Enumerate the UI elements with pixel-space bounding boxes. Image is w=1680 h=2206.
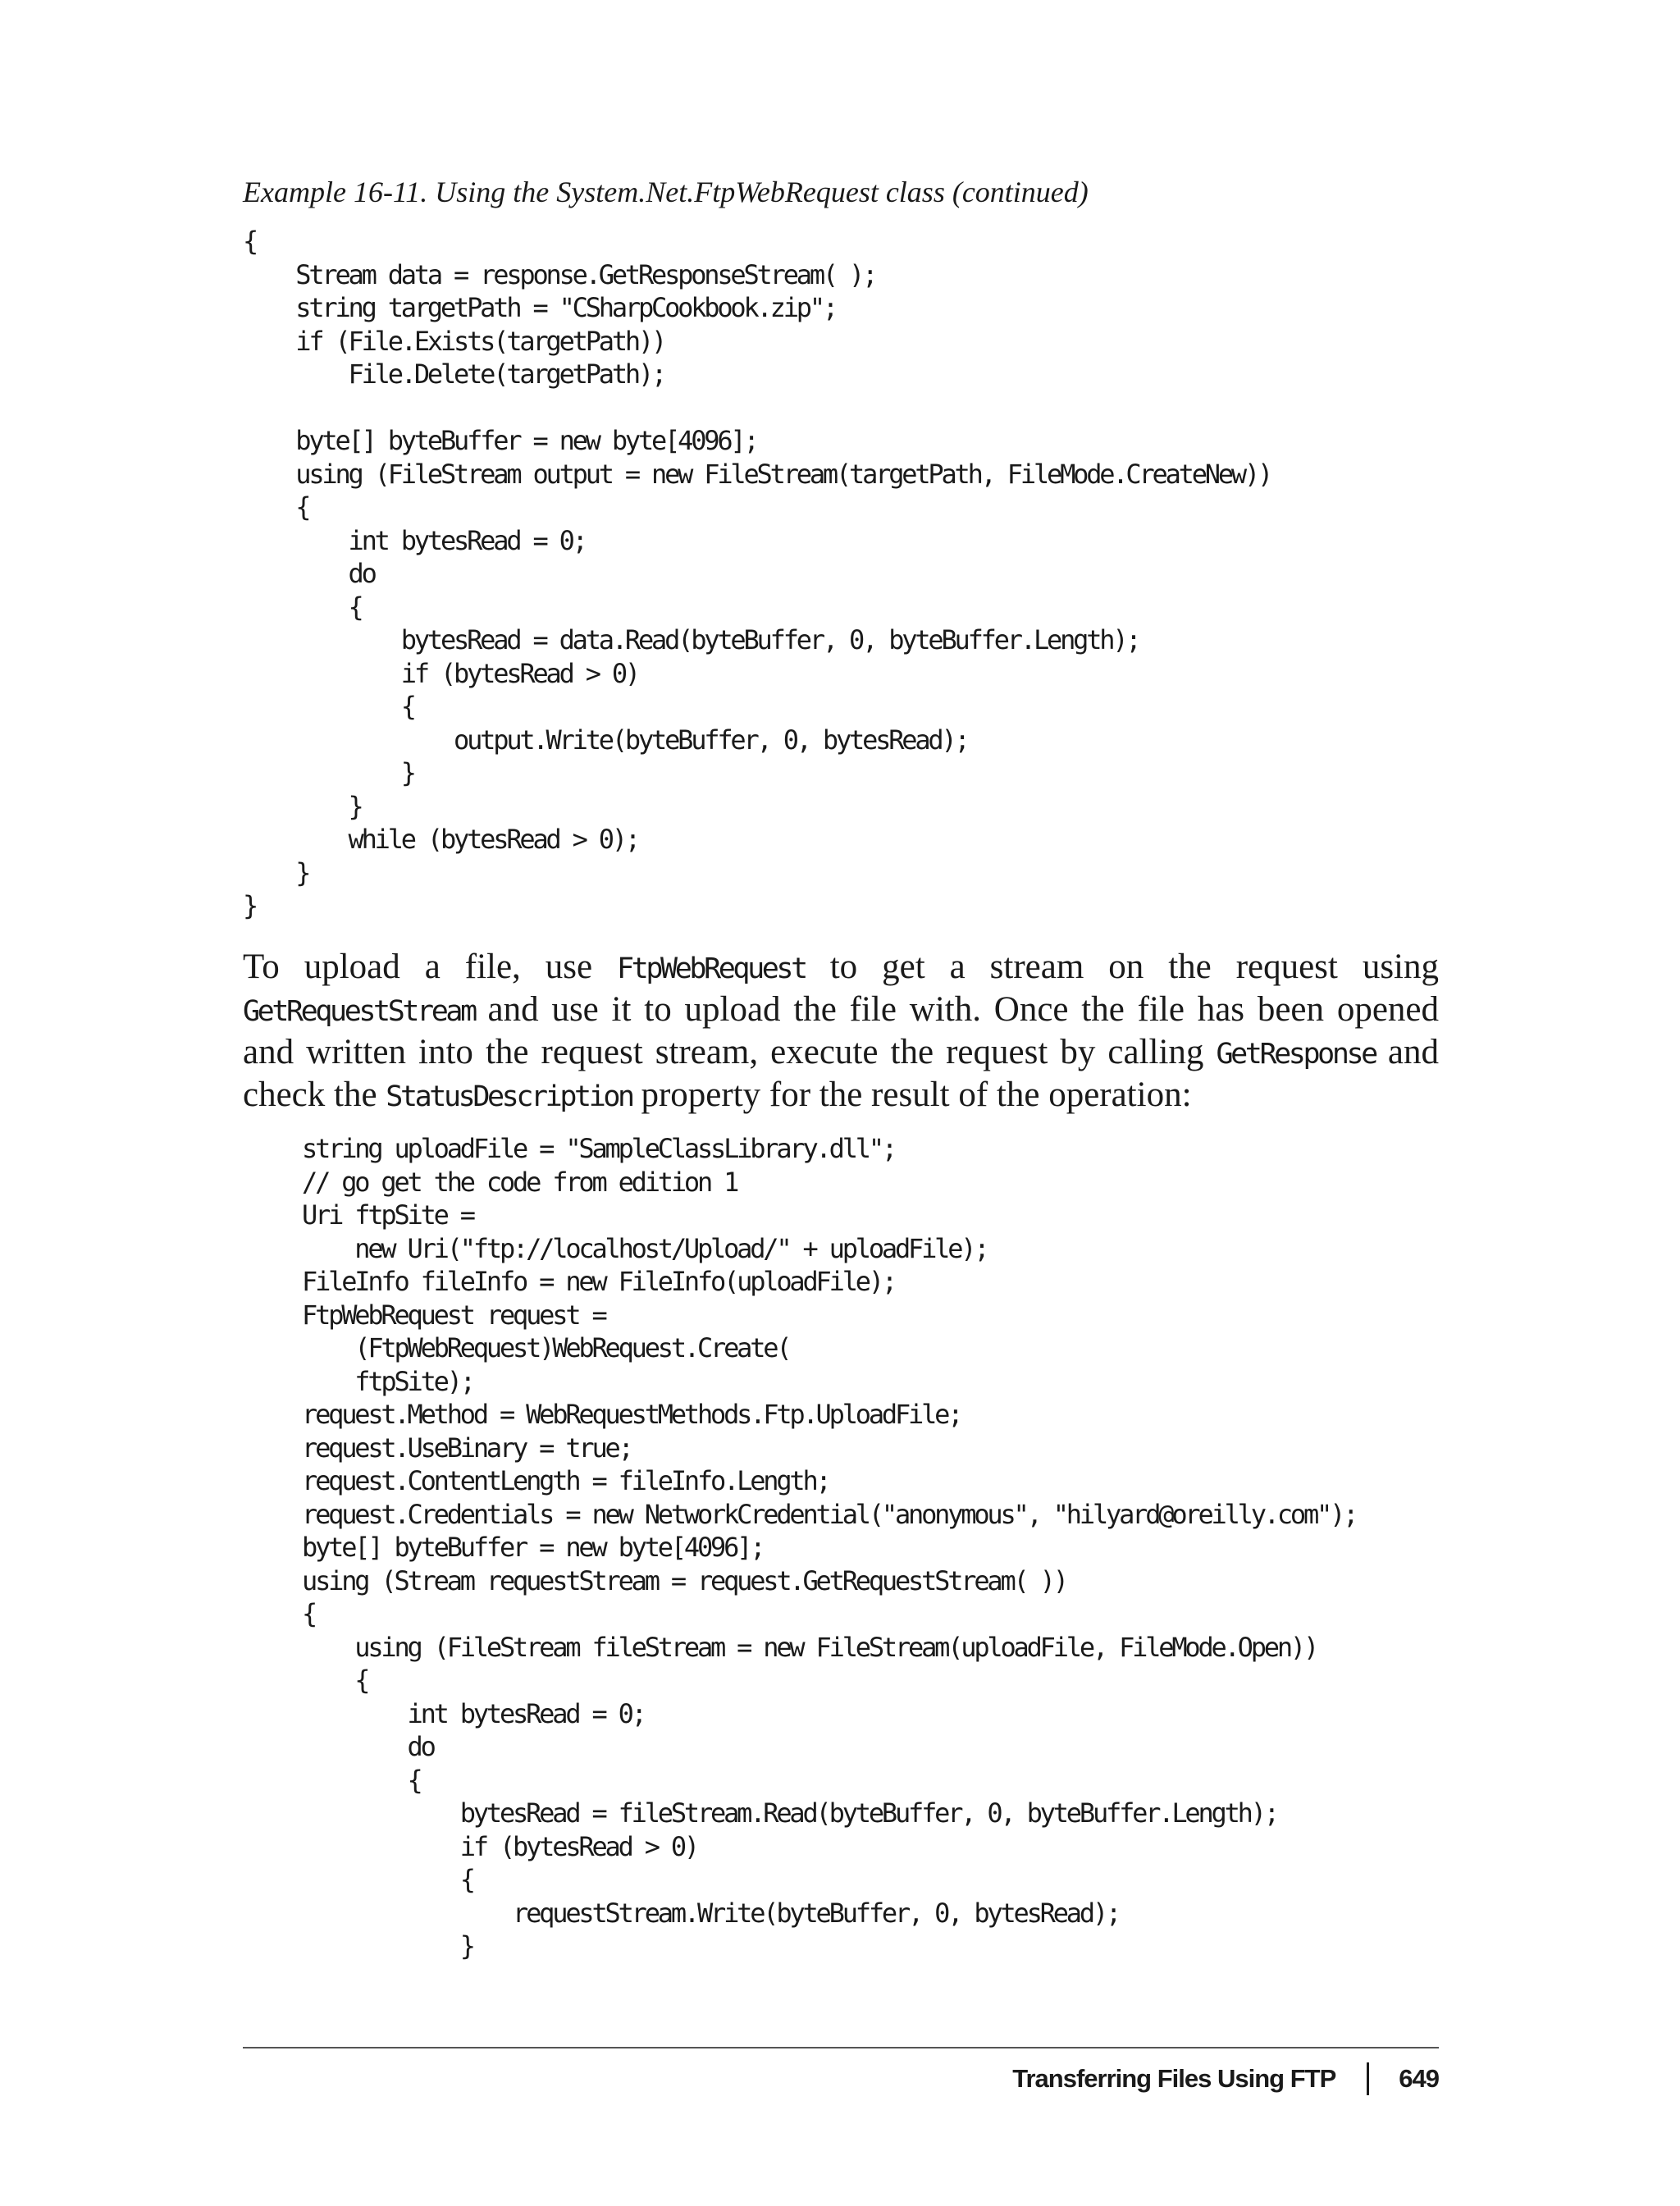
inline-code: GetResponse xyxy=(1216,1038,1376,1071)
code-line: } xyxy=(243,790,362,822)
code-line: { xyxy=(302,1864,473,1895)
code-line: bytesRead = data.Read(byteBuffer, 0, byteBuffer.Length); xyxy=(243,624,1139,655)
code-line: FileInfo fileInfo = new FileInfo(uploadFile); xyxy=(302,1266,895,1297)
paragraph-text: to get a stream on the request using xyxy=(805,948,1440,986)
code-line: } xyxy=(243,757,414,788)
code-line: } xyxy=(243,890,257,921)
code-line: new Uri("ftp://localhost/Upload/" + uploadFile); xyxy=(302,1232,988,1264)
inline-code: FtpWebRequest xyxy=(617,952,806,985)
code-line: Uri ftpSite = xyxy=(302,1199,473,1231)
code-line: ftpSite); xyxy=(302,1365,473,1397)
code-line: { xyxy=(302,1598,316,1629)
code-line: int bytesRead = 0; xyxy=(243,524,586,556)
code-line: { xyxy=(243,226,257,257)
code-line: output.Write(byteBuffer, 0, bytesRead); xyxy=(243,724,968,756)
code-line: using (FileStream output = new FileStream(targetPath, FileMode.CreateNew)) xyxy=(243,458,1271,490)
code-line: requestStream.Write(byteBuffer, 0, bytesRead); xyxy=(302,1897,1120,1929)
body-paragraph xyxy=(243,947,1439,1117)
code-line: request.ContentLength = fileInfo.Length; xyxy=(302,1465,829,1496)
page-number: 649 xyxy=(1399,2064,1439,2093)
code-line: do xyxy=(302,1731,434,1762)
code-block-1 xyxy=(243,225,1271,923)
code-line: int bytesRead = 0; xyxy=(302,1697,645,1729)
code-line: { xyxy=(302,1665,368,1696)
example-caption: Example 16-11. Using the System.Net.FtpWebRequest class (continued) xyxy=(243,176,1089,208)
code-line: using (FileStream fileStream = new FileStream(uploadFile, FileMode.Open)) xyxy=(302,1631,1317,1663)
code-block-2 xyxy=(302,1132,1356,1963)
code-line: request.UseBinary = true; xyxy=(302,1432,632,1464)
code-line: { xyxy=(243,591,362,623)
inline-code: StatusDescription xyxy=(386,1080,632,1113)
code-line: request.Method = WebRequestMethods.Ftp.UploadFile; xyxy=(302,1399,961,1430)
page-footer xyxy=(1012,2058,1439,2100)
code-line: byte[] byteBuffer = new byte[4096]; xyxy=(243,425,757,456)
code-line: Stream data = response.GetResponseStream( ); xyxy=(243,258,876,290)
code-line: byte[] byteBuffer = new byte[4096]; xyxy=(302,1532,764,1563)
inline-code: GetRequestStream xyxy=(243,995,475,1028)
code-line: using (Stream requestStream = request.GetRequestStream( )) xyxy=(302,1564,1066,1596)
code-line: string uploadFile = "SampleClassLibrary.dll"; xyxy=(302,1133,895,1164)
paragraph-text: and check the xyxy=(243,1033,1439,1114)
code-line: string targetPath = "CSharpCookbook.zip"; xyxy=(243,292,836,323)
code-line: } xyxy=(243,856,309,888)
code-line: // go get the code from edition 1 xyxy=(302,1166,737,1198)
code-line: if (bytesRead > 0) xyxy=(243,657,638,689)
paragraph-text: property for the result of the operation: xyxy=(632,1076,1192,1114)
code-line: { xyxy=(243,491,309,523)
footer-section-title: Transferring Files Using FTP xyxy=(1012,2064,1336,2093)
code-line: { xyxy=(243,691,414,722)
code-line: } xyxy=(302,1930,473,1962)
code-line: FtpWebRequest request = xyxy=(302,1299,605,1331)
footer-rule xyxy=(243,2047,1439,2048)
code-line xyxy=(243,391,1271,425)
code-line: do xyxy=(243,558,375,589)
code-line: bytesRead = fileStream.Read(byteBuffer, 0, byteBuffer.Length); xyxy=(302,1797,1277,1829)
footer-separator xyxy=(1367,2062,1369,2095)
code-line: while (bytesRead > 0); xyxy=(243,824,638,855)
paragraph-text: To upload a file, use xyxy=(243,948,618,986)
code-line: { xyxy=(302,1764,421,1796)
code-line: if (File.Exists(targetPath)) xyxy=(243,325,665,357)
paragraph-text: and use it to upload the file with. Once the file has been opened and written into the request stream, execute the request by calling xyxy=(243,990,1439,1071)
code-line: if (bytesRead > 0) xyxy=(302,1830,697,1862)
code-line: File.Delete(targetPath); xyxy=(243,359,665,390)
code-line: request.Credentials = new NetworkCredential("anonymous", "hilyard@oreilly.com"); xyxy=(302,1498,1357,1530)
code-line: (FtpWebRequest)WebRequest.Create( xyxy=(302,1332,790,1363)
